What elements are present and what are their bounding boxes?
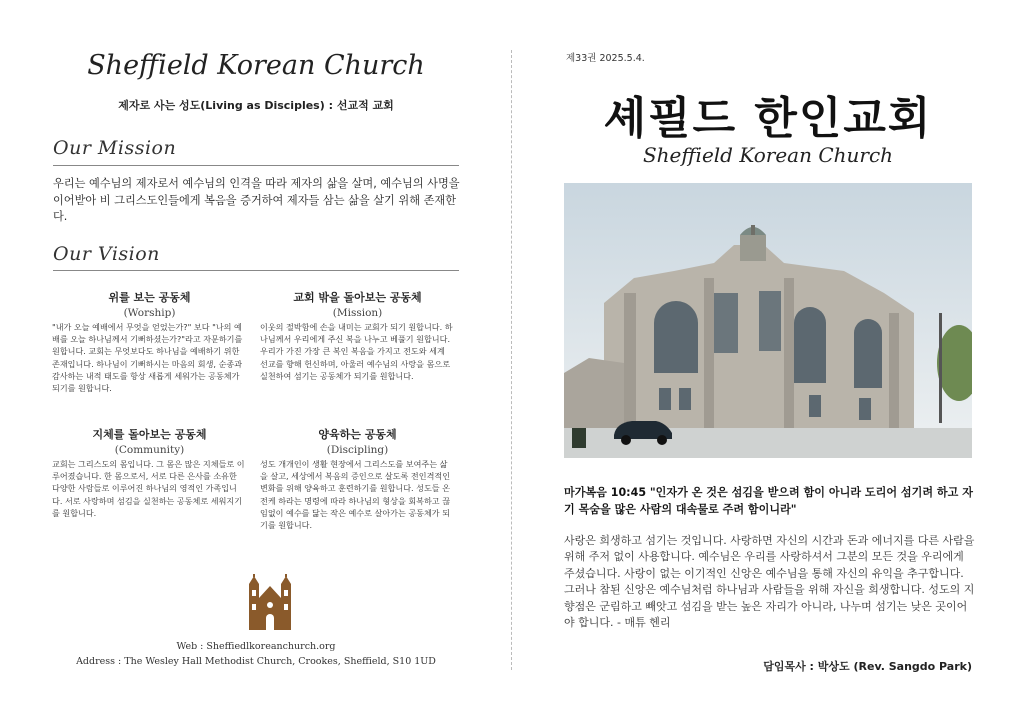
sermon-quote: 사랑은 희생하고 섬기는 것입니다. 사랑하면 자신의 시간과 돈과 에너지를 다른 사람을 위해 주저 없이 사용합니다. 예수님은 우리를 사랑하셔서 그분의 모든 것을 우리에게 주셨습니다. 사랑이 없는 이기적인 신앙은 예수님을 통해 자신의 유익을 추구합니다. 그러나 참된 신앙은 예수님처럼 하나님과 사람들을 위해 자신을 희생합니다. 성도의 지향점은 군림하고 빼앗고 섬김을 받는 높은 자리가 아니라, 나누며 섬기는 낮은 곳이어야 합니다. - 매튜 헨리 [564,534,975,630]
church-building-icon [246,574,294,632]
vision-heading: Our Vision [53,243,160,265]
mission-heading: Our Mission [53,137,177,159]
website-line: Web : Sheffiedlkoreanchurch.org [176,641,336,652]
vision-item-title: 교회 밖을 돌아보는 공동체 [293,291,422,304]
vision-item-body: 이웃의 절박함에 손을 내미는 교회가 되기 원합니다. 하나님께서 우리에게 주신 복을 나누고 베풀기 원합니다. 우리가 가진 가장 큰 복인 복음을 가지고 전도와 세계 선교를 향해 헌신하며, 아울러 예수님의 사랑을 몸으로 실천하여 섬기는 공동체가 되기를 원합니다. [260,322,453,381]
vision-item-title: 양육하는 공동체 [318,428,397,441]
church-building-photo [564,183,972,458]
vision-item-eng: (Discipling) [326,444,389,456]
vision-item-community [52,426,247,519]
senior-pastor: 담임목사 : 박상도 (Rev. Sangdo Park) [763,660,972,673]
bulletin-right-page [512,0,1024,724]
vision-item-worship [52,289,247,394]
vision-item-title: 지체를 돌아보는 공동체 [92,428,207,441]
vision-item-discipling [260,426,455,531]
address-line: Address : The Wesley Hall Methodist Church, Crookes, Sheffield, S10 1UD [76,656,436,667]
mission-text: 우리는 예수님의 제자로서 예수님의 인격을 따라 제자의 삶을 살며, 예수님의 사명을 이어받아 비 그리스도인들에게 복음을 증거하여 제자들 삼는 삶을 살기 위해 존재한다. [53,177,460,223]
vision-item-body: 성도 개개인이 생활 현장에서 그리스도를 보여주는 삶을 살고, 세상에서 복음의 증인으로 살도록 전인격적인 변화를 위해 양육하고 훈련하기를 원합니다. 성도들 온전케 하라는 명령에 따라 하나님의 형상을 회복하고 끊임없이 예수를 닮는 작은 예수로 살아가는 공동체가 되기를 원합니다. [260,459,451,531]
scripture-verse: 마가복음 10:45 "인자가 온 것은 섬김을 받으려 함이 아니라 도리어 섬기려 하고 자기 목숨을 많은 사람의 대속물로 주려 함이니라" [564,486,973,516]
vision-item-body: "내가 오늘 예배에서 무엇을 얻었는가?" 보다 "나의 예배를 오늘 하나님께서 기뻐하셨는가?"라고 자문하기를 원합니다. 교회는 무엇보다도 하나님을 예배하기 위한 존재입니다. 하나님이 기뻐하시는 마음의 회생, 순종과 감사하는 내적 태도를 항상 새롭게 세워가는 공동체가 되기를 원합니다. [52,322,243,394]
vision-item-body: 교회는 그리스도의 몸입니다. 그 몸은 많은 지체들로 이루어졌습니다. 한 몸으로서, 서로 다른 은사를 소유한 다양한 사람들로 이루어진 하나님의 영적인 가족입니다. 서로 사랑하며 섬김을 실천하는 공동체로 세워지기를 원합니다. [52,459,245,518]
vision-item-eng: (Worship) [123,307,176,319]
mission-rule [53,165,459,166]
volume-date: 제33권 2025.5.4. [566,53,645,64]
korean-church-title: 셰필드 한인교회 [603,93,933,144]
vision-item-eng: (Mission) [332,307,383,319]
vision-rule [53,270,459,271]
vision-item-title: 위를 보는 공동체 [108,291,191,304]
vision-item-eng: (Community) [114,444,185,456]
english-church-title: Sheffield Korean Church [642,143,894,167]
theme-subtitle: 제자로 사는 성도(Living as Disciples) : 선교적 교회 [118,99,394,112]
vision-item-mission [260,289,455,382]
church-name-title: Sheffield Korean Church [87,50,425,81]
